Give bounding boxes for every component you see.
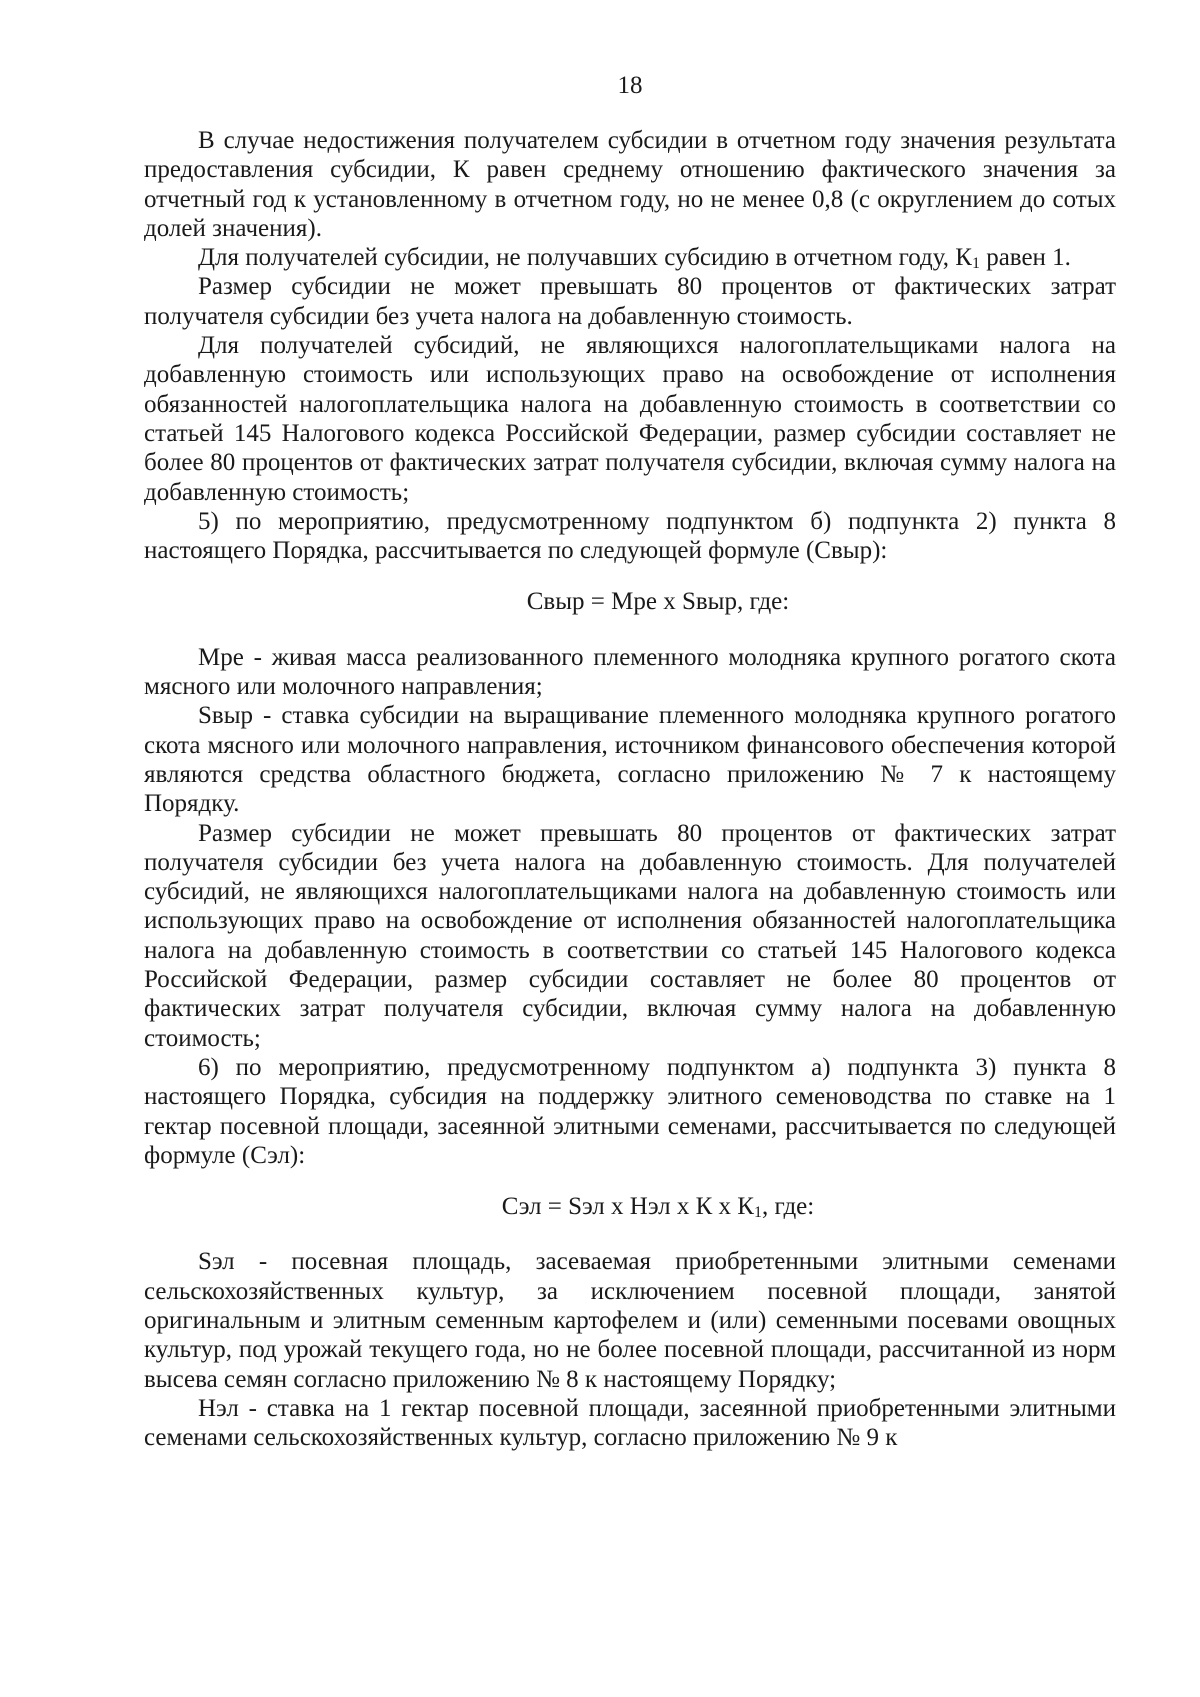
paragraph-k1-coefficient: Для получателей субсидии, не получавших субсидию в отчетном году, $К_1$ равен 1. (198, 244, 1071, 273)
page-number: 18 (617, 72, 643, 99)
paragraph-item-6: 6) по мероприятию, предусмотренному подпунктом а) подпункта 3) пункта 8 настоящего Порядка, субсидия на поддержку элитного семеноводства по ставке на 1 гектар посевной площади, засеянной элитными семенами, рассчитывается по следующей формуле (Сэл): (144, 1053, 1116, 1169)
paragraph-underachievement: В случае недостижения получателем субсидии в отчетном году значения результата предоставления субсидии, К равен среднему отношению фактического значения за отчетный год к установленному в отчетном году, но не менее 0,8 (с округлением до сотых долей значения). (144, 127, 1116, 242)
formula-svyr: Свыр = Мре x Sвыр, где: (526, 588, 790, 616)
document-body (144, 126, 1116, 1452)
paragraph-vat-exempt: Для получателей субсидий, не являющихся налогоплательщиками налога на добавленную стоимость или использующих право на освобождение от исполнения обязанностей налогоплательщика налога на добавленную стоимость в соответствии со статьей 145 Налогового кодекса Российской Федерации, размер субсидии составляет не более 80 процентов от фактических затрат получателя субсидии, включая сумму налога на добавленную стоимость; (144, 332, 1116, 506)
paragraph-sel-definition: Sэл - посевная площадь, засеваемая приобретенными элитными семенами сельскохозяйственных культур, за исключением посевной площади, занятой оригинальным и элитным семенным картофелем и (или) семенными посевами овощных культур, под урожай текущего года, но не более посевной площади, рассчитанной из норм высева семян согласно приложению № 8 к настоящему Порядку; (144, 1248, 1116, 1393)
paragraph-svyr-definition: Sвыр - ставка субсидии на выращивание племенного молодняка крупного рогатого скота мясного или молочного направления, источником финансового обеспечения которой являются средства областного бюджета, согласно приложению № 7 к настоящему Порядку. (144, 702, 1116, 818)
paragraph-nel-definition: Нэл - ставка на 1 гектар посевной площади, засеянной приобретенными элитными семенами сельскохозяйственных культур, согласно приложению № 9 к (144, 1394, 1116, 1452)
paragraph-subsidy-limit-2: Размер субсидии не может превышать 80 процентов от фактических затрат получателя субсидии без учета налога на добавленную стоимость. Для получателей субсидий, не являющихся налогоплательщиками налога на добавленную стоимость или использующих право на освобождение от исполнения обязанностей налогоплательщика налога на добавленную стоимость в соответствии со статьей 145 Налогового кодекса Российской Федерации, размер субсидии составляет не более 80 процентов от фактических затрат получателя субсидии, включая сумму налога на добавленную стоимость; (144, 819, 1116, 1052)
formula-sel: Сэл = Sэл x Нэл x К x $К_1$, где: (501, 1193, 815, 1222)
paragraph-subsidy-limit: Размер субсидии не может превышать 80 процентов от фактических затрат получателя субсидии без учета налога на добавленную стоимость. (144, 273, 1116, 330)
formula-sel-subscript: 1 (753, 1204, 762, 1222)
paragraph-mre-definition: Мре - живая масса реализованного племенного молодняка крупного рогатого скота мясного или молочного направления; (144, 643, 1116, 701)
k1-subscript: 1 (971, 255, 980, 273)
paragraph-item-5: 5) по мероприятию, предусмотренному подпунктом б) подпункта 2) пункта 8 настоящего Порядка, рассчитывается по следующей формуле (Свыр): (144, 507, 1116, 565)
